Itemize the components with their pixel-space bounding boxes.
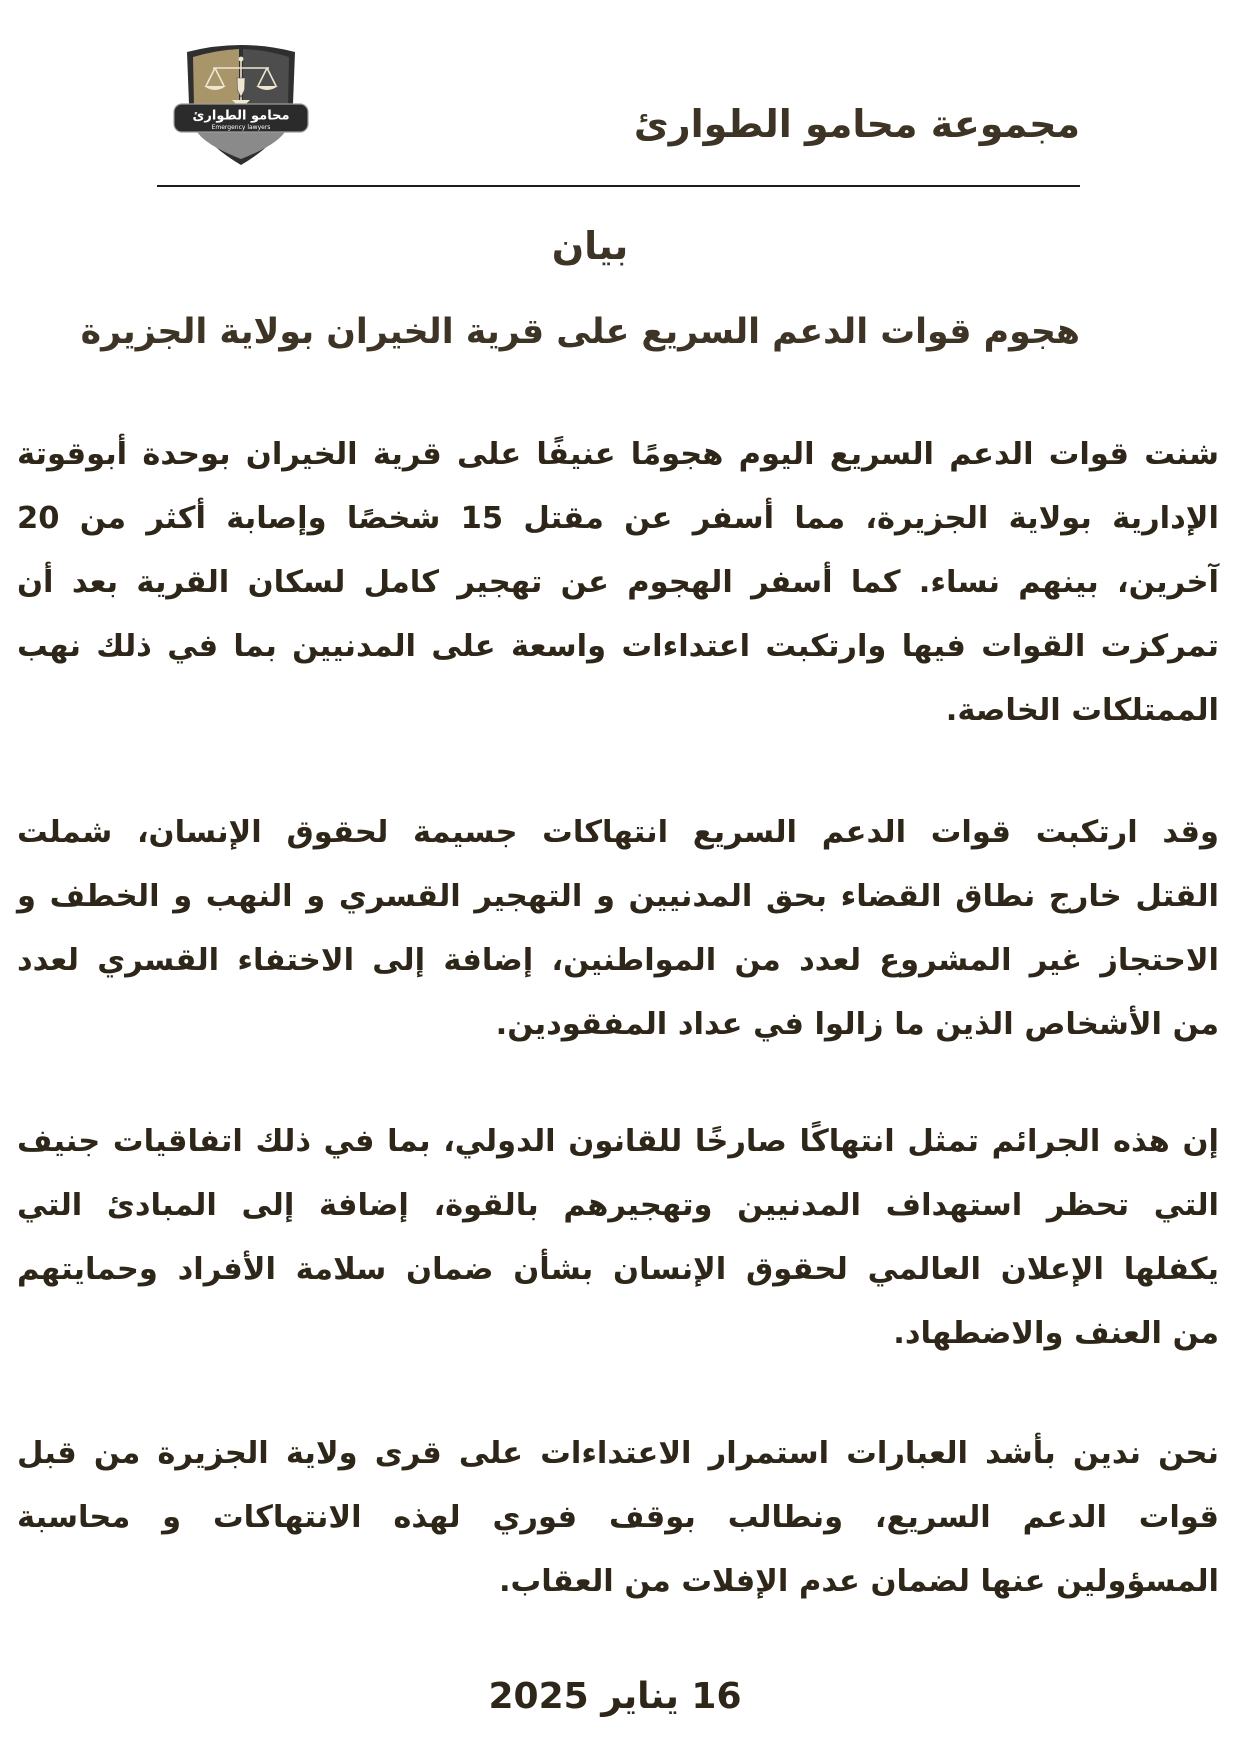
statement-date: 16 يناير 2025 bbox=[488, 1676, 742, 1717]
organization-logo bbox=[171, 40, 311, 168]
body-line: آخرين، بينهم نساء. كما أسفر الهجوم عن تهجير كامل لسكان القرية بعد أن bbox=[17, 565, 1219, 600]
body-line: يكفلها الإعلان العالمي لحقوق الإنسان بشأن ضمان سلامة الأفراد وحمايتهم bbox=[17, 1252, 1219, 1287]
paragraph-attack-details bbox=[17, 423, 1219, 743]
body-line: من الأشخاص الذين ما زالوا في عداد المفقودين. bbox=[495, 1007, 1219, 1042]
body-line: قوات الدعم السريع، ونطالب بوقف فوري لهذه الانتهاكات و محاسبة bbox=[17, 1500, 1219, 1535]
body-line: التي تحظر استهداف المدنيين وتهجيرهم بالقوة، إضافة إلى المبادئ التي bbox=[17, 1188, 1219, 1223]
body-line: تمركزت القوات فيها وارتكبت اعتداءات واسعة على المدنيين بما في ذلك نهب bbox=[17, 629, 1219, 664]
body-line: الإدارية بولاية الجزيرة، مما أسفر عن مقتل 15 شخصًا وإصابة أكثر من 20 bbox=[17, 501, 1219, 536]
body-line: الممتلكات الخاصة. bbox=[945, 693, 1219, 728]
body-line: إن هذه الجرائم تمثل انتهاكًا صارخًا للقانون الدولي، بما في ذلك اتفاقيات جنيف bbox=[17, 1124, 1219, 1159]
statement-label: بيان bbox=[551, 224, 629, 268]
shield-emblem-icon bbox=[171, 40, 311, 168]
body-line: وقد ارتكبت قوات الدعم السريع انتهاكات جسيمة لحقوق الإنسان، شملت bbox=[17, 815, 1219, 850]
body-line: القتل خارج نطاق القضاء بحق المدنيين و التهجير القسري و النهب و الخطف و bbox=[17, 879, 1219, 914]
body-line: المسؤولين عنها لضمان عدم الإفلات من العقاب. bbox=[498, 1564, 1219, 1599]
shield-gold-field bbox=[193, 49, 239, 106]
logo-name-en: Emergency lawyers bbox=[211, 124, 271, 131]
header-divider bbox=[157, 185, 1080, 187]
paragraph-condemnation bbox=[17, 1422, 1219, 1614]
body-line: من العنف والاضطهاد. bbox=[893, 1316, 1219, 1351]
body-line: الاحتجاز غير المشروع لعدد من المواطنين، إضافة إلى الاختفاء القسري لعدد bbox=[17, 943, 1219, 978]
shield-dark-field bbox=[243, 49, 289, 106]
paragraph-violations bbox=[17, 801, 1219, 1057]
body-line: نحن ندين بأشد العبارات استمرار الاعتداءات على قرى ولاية الجزيرة من قبل bbox=[17, 1436, 1219, 1471]
shield-lower-field bbox=[196, 130, 286, 159]
paragraph-legal-context bbox=[17, 1110, 1219, 1366]
logo-name-ar: محامو الطوارئ bbox=[192, 108, 290, 124]
statement-headline: هجوم قوات الدعم السريع على قرية الخيران بولاية الجزيرة bbox=[80, 312, 1080, 352]
body-line: شنت قوات الدعم السريع اليوم هجومًا عنيفًا على قرية الخيران بوحدة أبوقوتة bbox=[17, 437, 1219, 472]
organization-name: مجموعة محامو الطوارئ bbox=[633, 102, 1080, 146]
